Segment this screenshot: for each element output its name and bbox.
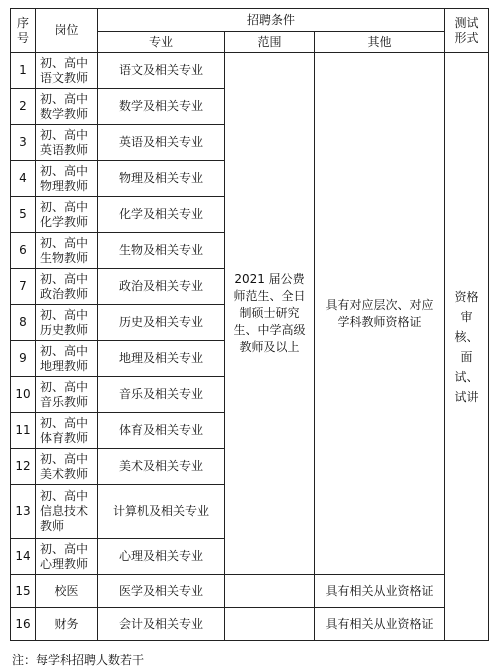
row-position-line: 初、高中	[40, 307, 89, 322]
row-position-line: 语文教师	[40, 70, 89, 85]
header-no	[11, 9, 36, 53]
row-position	[36, 197, 98, 233]
row-position	[36, 53, 98, 89]
table-row	[11, 575, 489, 608]
row-major: 会计及相关专业	[98, 608, 225, 641]
row-major: 历史及相关专业	[98, 305, 225, 341]
row-scope-empty	[225, 575, 315, 608]
teacher-other-cell: 具有对应层次、对应学科教师资格证	[315, 53, 445, 575]
row-position	[36, 449, 98, 485]
row-position-line: 化学教师	[40, 214, 89, 229]
header-row-1	[11, 9, 489, 32]
row-position-line: 美术教师	[40, 466, 89, 481]
header-major: 专业	[98, 32, 225, 53]
row-major: 化学及相关专业	[98, 197, 225, 233]
row-position-line: 地理教师	[40, 358, 89, 373]
row-major: 体育及相关专业	[98, 413, 225, 449]
row-position-line: 初、高中	[40, 271, 89, 286]
table-row	[11, 608, 489, 641]
header-no-line1: 序	[16, 15, 29, 30]
header-other: 其他	[315, 32, 445, 53]
header-method-line2: 形式	[454, 30, 479, 45]
footnote: 注：每学科招聘人数若干	[12, 653, 145, 667]
row-major: 生物及相关专业	[98, 233, 225, 269]
row-no: 11	[11, 413, 36, 449]
row-position	[36, 485, 98, 539]
header-no-line2: 号	[16, 30, 29, 45]
row-no: 13	[11, 485, 36, 539]
row-position	[36, 341, 98, 377]
row-major: 地理及相关专业	[98, 341, 225, 377]
row-major: 医学及相关专业	[98, 575, 225, 608]
row-position	[36, 125, 98, 161]
row-major: 计算机及相关专业	[98, 485, 225, 539]
row-position	[36, 305, 98, 341]
row-no: 6	[11, 233, 36, 269]
row-position-line: 政治教师	[40, 286, 89, 301]
row-position: 校医	[36, 575, 98, 608]
row-position-line: 初、高中	[40, 379, 89, 394]
row-position-line: 初、高中	[40, 163, 89, 178]
row-position	[36, 377, 98, 413]
scope-cell: 2021 届公费师范生、全日制硕士研究生、中学高级教师及以上	[225, 53, 315, 575]
row-position-line: 初、高中	[40, 55, 89, 70]
table-row	[11, 53, 489, 89]
row-no: 8	[11, 305, 36, 341]
row-position-line: 音乐教师	[40, 394, 89, 409]
row-major: 心理及相关专业	[98, 539, 225, 575]
row-position-line: 初、高中	[40, 415, 89, 430]
row-position-line: 教师	[40, 519, 65, 533]
row-position	[36, 233, 98, 269]
row-no: 15	[11, 575, 36, 608]
row-position-line: 物理教师	[40, 178, 89, 193]
row-scope-empty	[225, 608, 315, 641]
row-position-line: 体育教师	[40, 430, 89, 445]
row-major: 英语及相关专业	[98, 125, 225, 161]
row-position	[36, 269, 98, 305]
row-position-line: 初、高中	[40, 343, 89, 358]
header-method	[445, 9, 489, 53]
row-position-line: 数学教师	[40, 106, 89, 121]
row-no: 9	[11, 341, 36, 377]
recruitment-table-wrapper	[10, 8, 488, 641]
row-position-line: 初、高中	[40, 91, 89, 106]
row-position-line: 英语教师	[40, 142, 89, 157]
row-position-line: 生物教师	[40, 250, 89, 265]
row-major: 政治及相关专业	[98, 269, 225, 305]
row-position-line: 历史教师	[40, 322, 89, 337]
row-major: 语文及相关专业	[98, 53, 225, 89]
row-no: 7	[11, 269, 36, 305]
row-other: 具有相关从业资格证	[315, 575, 445, 608]
method-cell: 资格审核、面试、试讲	[445, 53, 489, 641]
row-position-line: 初、高中	[40, 541, 89, 556]
row-no: 10	[11, 377, 36, 413]
recruitment-table	[10, 8, 489, 641]
row-no: 4	[11, 161, 36, 197]
row-position	[36, 539, 98, 575]
row-no: 5	[11, 197, 36, 233]
row-position-line: 初、高中	[40, 199, 89, 214]
row-no: 3	[11, 125, 36, 161]
row-position-line: 心理教师	[40, 556, 89, 571]
row-major: 物理及相关专业	[98, 161, 225, 197]
row-no: 16	[11, 608, 36, 641]
header-position: 岗位	[36, 9, 98, 53]
row-no: 12	[11, 449, 36, 485]
row-position: 财务	[36, 608, 98, 641]
row-position-line: 初、高中	[40, 489, 89, 503]
row-major: 数学及相关专业	[98, 89, 225, 125]
row-position-line: 初、高中	[40, 235, 89, 250]
row-position	[36, 89, 98, 125]
header-method-line1: 测试	[454, 15, 479, 30]
row-other: 具有相关从业资格证	[315, 608, 445, 641]
header-scope: 范围	[225, 32, 315, 53]
row-position-line: 初、高中	[40, 127, 89, 142]
row-position-line: 初、高中	[40, 451, 89, 466]
row-position-line: 信息技术	[40, 504, 89, 518]
row-no: 2	[11, 89, 36, 125]
row-position	[36, 161, 98, 197]
header-conditions: 招聘条件	[98, 9, 445, 32]
row-major: 美术及相关专业	[98, 449, 225, 485]
row-no: 1	[11, 53, 36, 89]
row-position	[36, 413, 98, 449]
row-major: 音乐及相关专业	[98, 377, 225, 413]
row-no: 14	[11, 539, 36, 575]
